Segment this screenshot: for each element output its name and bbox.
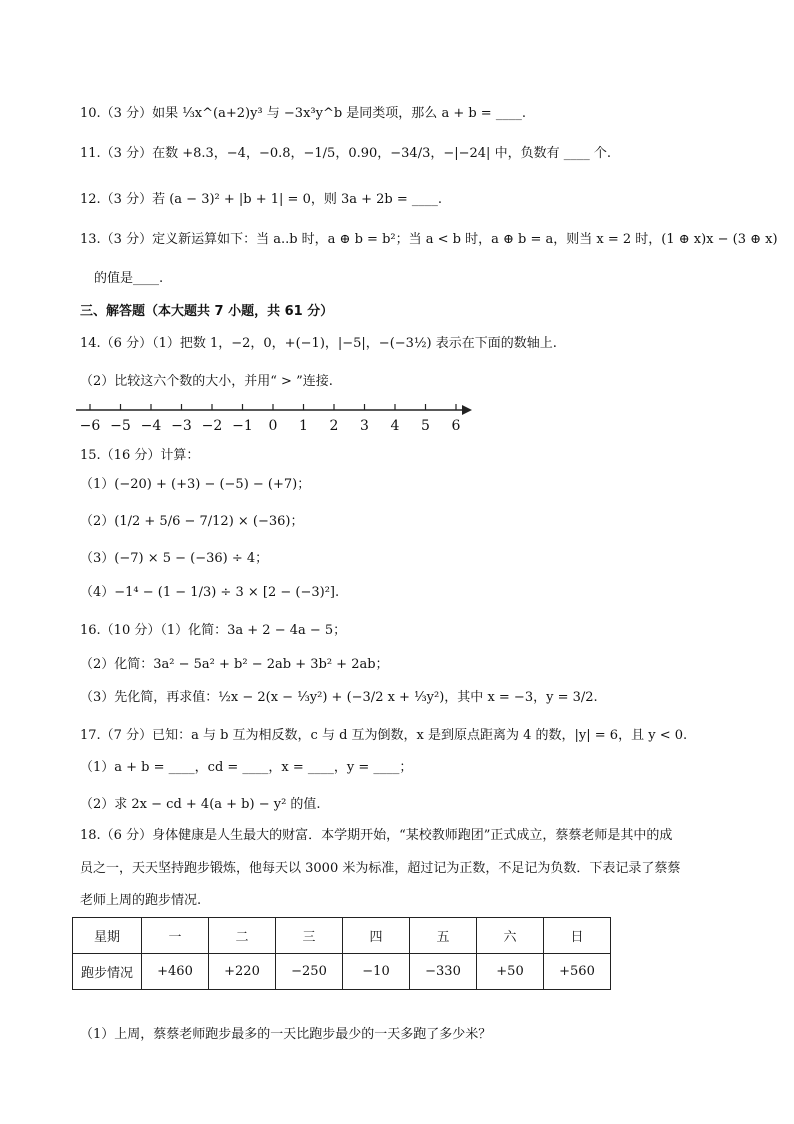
question-13-continued: 的值是____. [94,271,164,286]
number-line-label: −6 [79,418,101,434]
table-day: 二 [209,918,276,954]
table-value: +220 [209,954,276,990]
number-line-label: 6 [451,418,461,434]
table-value: −330 [410,954,477,990]
question-15-part-3: （3）(−7) × 5 − (−36) ÷ 4； [80,551,269,566]
question-15-part-4: （4）−1⁴ − (1 − 1/3) ÷ 3 × [2 − (−3)²]. [80,585,340,600]
table-value: −10 [343,954,410,990]
section-heading: 三、解答题（本大题共 7 小题，共 61 分） [80,304,334,319]
running-table [72,917,611,990]
number-line-label: 4 [390,418,400,434]
number-line-label: 1 [299,418,308,434]
question-12: 12.（3 分）若 (a − 3)² + |b + 1| = 0，则 3a + 2b = ____. [80,192,443,207]
number-line-label: 5 [421,418,430,434]
question-14-part-2: （2）比较这六个数的大小，并用“ > ”连接. [80,374,333,389]
question-18-line-1: 18.（6 分）身体健康是人生最大的财富．本学期开始，“某校教师跑团”正式成立，蔡蔡老师是其中的成 [80,828,673,843]
question-10: 10.（3 分）如果 ⅓x^(a+2)y³ 与 −3x³y^b 是同类项，那么 a + b = ____. [80,106,526,121]
question-11: 11.（3 分）在数 +8.3，−4，−0.8，−1/5，0.90，−34/3，−|−24| 中，负数有 ____ 个. [80,146,611,161]
number-line-label: −1 [232,418,253,434]
table-day: 四 [343,918,410,954]
table-day: 日 [544,918,611,954]
question-17-part-1: （1）a + b = ____，cd = ____，x = ____，y = ____； [80,760,413,775]
table-row-label: 跑步情况 [73,954,142,990]
number-line-arrow [462,405,472,415]
table-row-days [73,918,611,954]
number-line-label: −4 [140,418,162,434]
number-line-label: 3 [360,418,369,434]
table-header-label: 星期 [73,918,142,954]
question-16-part-2: （2）化简：3a² − 5a² + b² − 2ab + 3b² + 2ab； [80,657,389,672]
number-line-label: 0 [268,418,278,434]
table-value: +50 [477,954,544,990]
question-15-part-2: （2）(1/2 + 5/6 − 7/12) × (−36)； [80,514,304,529]
table-value: −250 [276,954,343,990]
table-day: 五 [410,918,477,954]
question-13: 13.（3 分）定义新运算如下：当 a..b 时，a ⊕ b = b²；当 a < b 时，a ⊕ b = a，则当 x = 2 时，(1 ⊕ x)x − (3 ⊕ x) [80,232,778,247]
question-18-line-2: 员之一，天天坚持跑步锻炼，他每天以 3000 米为标准，超过记为正数，不足记为负数．下表记录了蔡蔡 [80,861,681,876]
question-14: 14.（6 分）（1）把数 1，−2，0，+(−1)，|−5|，−(−3½) 表示在下面的数轴上. [80,336,557,351]
table-day: 一 [142,918,209,954]
table-value: +560 [544,954,611,990]
table-day: 三 [276,918,343,954]
number-line-label: −3 [171,418,192,434]
question-15: 15.（16 分）计算： [80,448,200,463]
number-line-label: −2 [201,418,223,434]
number-line-label: 2 [329,418,339,434]
number-line-label: −5 [110,418,131,434]
question-17-part-2: （2）求 2x − cd + 4(a + b) − y² 的值. [80,797,321,812]
question-18-part-1: （1）上周，蔡蔡老师跑步最多的一天比跑步最少的一天多跑了多少米？ [80,1027,492,1042]
table-row-values [73,954,611,990]
table-value: +460 [142,954,209,990]
question-17: 17.（7 分）已知：a 与 b 互为相反数，c 与 d 互为倒数，x 是到原点距离为 4 的数，|y| = 6，且 y < 0. [80,728,688,743]
table-day: 六 [477,918,544,954]
number-line-labels [76,418,496,438]
question-16-part-3: （3）先化简，再求值：½x − 2(x − ⅓y²) + (−3/2 x + ⅓y²)，其中 x = −3，y = 3/2. [80,690,598,705]
question-18-line-3: 老师上周的跑步情况. [80,893,202,908]
question-16-part-1: 16.（10 分）（1）化简：3a + 2 − 4a − 5； [80,623,347,638]
question-15-part-1: （1）(−20) + (+3) − (−5) − (+7)； [80,477,311,492]
